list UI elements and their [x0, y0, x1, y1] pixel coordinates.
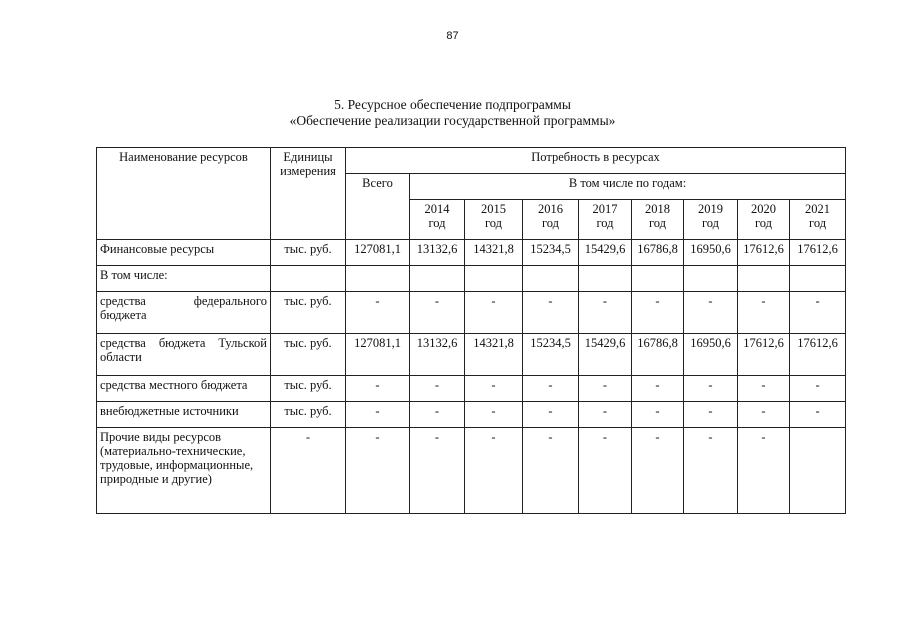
- table-row: [97, 240, 846, 266]
- row-year-value: [738, 266, 790, 292]
- row-total: 127081,1: [346, 334, 410, 376]
- row-name: В том числе:: [97, 266, 271, 292]
- header-year: 2017 год: [579, 200, 632, 240]
- header-total: Всего: [346, 174, 410, 240]
- row-unit: тыс. руб.: [271, 292, 346, 334]
- row-total: -: [346, 376, 410, 402]
- row-year-value: -: [632, 376, 684, 402]
- row-year-value: [523, 266, 579, 292]
- row-unit: тыс. руб.: [271, 334, 346, 376]
- table-row: [97, 402, 846, 428]
- row-year-value: 17612,6: [738, 240, 790, 266]
- table-row: [97, 376, 846, 402]
- row-year-value: -: [738, 402, 790, 428]
- row-name: средства федерального бюджета: [97, 292, 271, 334]
- header-unit: Единицы измерения: [271, 148, 346, 240]
- row-unit: -: [271, 428, 346, 514]
- row-year-value: 16950,6: [684, 240, 738, 266]
- row-unit: тыс. руб.: [271, 240, 346, 266]
- row-year-value: 15429,6: [579, 334, 632, 376]
- row-year-value: [410, 266, 465, 292]
- row-year-value: -: [579, 402, 632, 428]
- header-year: 2015 год: [465, 200, 523, 240]
- table-row: [97, 334, 846, 376]
- row-year-value: [465, 266, 523, 292]
- row-year-value: 16786,8: [632, 334, 684, 376]
- row-year-value: [579, 266, 632, 292]
- table-row: [97, 428, 846, 514]
- row-year-value: 17612,6: [790, 240, 846, 266]
- header-year: 2014 год: [410, 200, 465, 240]
- row-year-value: -: [684, 402, 738, 428]
- header-year: 2021 год: [790, 200, 846, 240]
- row-year-value: -: [523, 428, 579, 514]
- row-year-value: 16786,8: [632, 240, 684, 266]
- heading-line-1: 5. Ресурсное обеспечение подпрограммы: [334, 97, 571, 112]
- row-year-value: -: [632, 402, 684, 428]
- header-year: 2020 год: [738, 200, 790, 240]
- row-year-value: 17612,6: [738, 334, 790, 376]
- row-year-value: -: [684, 428, 738, 514]
- row-unit: тыс. руб.: [271, 402, 346, 428]
- row-year-value: -: [579, 376, 632, 402]
- row-year-value: -: [465, 376, 523, 402]
- heading-line-2: «Обеспечение реализации государственной программы»: [289, 113, 616, 128]
- row-year-value: -: [410, 292, 465, 334]
- row-year-value: -: [738, 428, 790, 514]
- row-unit: [271, 266, 346, 292]
- row-year-value: 17612,6: [790, 334, 846, 376]
- table-row: [97, 292, 846, 334]
- row-name: внебюджетные источники: [97, 402, 271, 428]
- row-name: Финансовые ресурсы: [97, 240, 271, 266]
- header-year: 2016 год: [523, 200, 579, 240]
- row-year-value: -: [579, 292, 632, 334]
- row-year-value: -: [790, 402, 846, 428]
- row-year-value: [790, 428, 846, 514]
- row-year-value: -: [523, 402, 579, 428]
- row-year-value: [790, 266, 846, 292]
- row-year-value: -: [579, 428, 632, 514]
- page-number: 87: [446, 30, 459, 42]
- header-year: 2019 год: [684, 200, 738, 240]
- row-year-value: -: [632, 428, 684, 514]
- row-year-value: 14321,8: [465, 334, 523, 376]
- row-year-value: -: [523, 292, 579, 334]
- row-year-value: 15234,5: [523, 240, 579, 266]
- row-year-value: -: [410, 428, 465, 514]
- row-year-value: -: [465, 428, 523, 514]
- row-year-value: 13132,6: [410, 240, 465, 266]
- row-total: [346, 266, 410, 292]
- header-row-1: [97, 148, 846, 174]
- header-need: Потребность в ресурсах: [346, 148, 846, 174]
- section-heading: [0, 97, 905, 129]
- header-year: 2018 год: [632, 200, 684, 240]
- row-total: -: [346, 292, 410, 334]
- header-by-years: В том числе по годам:: [410, 174, 846, 200]
- row-year-value: 16950,6: [684, 334, 738, 376]
- row-year-value: -: [465, 292, 523, 334]
- row-year-value: -: [410, 376, 465, 402]
- row-year-value: -: [738, 292, 790, 334]
- row-year-value: -: [790, 376, 846, 402]
- row-year-value: -: [410, 402, 465, 428]
- row-year-value: 14321,8: [465, 240, 523, 266]
- row-total: 127081,1: [346, 240, 410, 266]
- row-year-value: 15429,6: [579, 240, 632, 266]
- row-total: -: [346, 428, 410, 514]
- row-year-value: -: [684, 376, 738, 402]
- row-total: -: [346, 402, 410, 428]
- row-year-value: -: [465, 402, 523, 428]
- header-name: Наименование ресурсов: [97, 148, 271, 240]
- row-year-value: 13132,6: [410, 334, 465, 376]
- row-name: Прочие виды ресурсов (материально-технические, трудовые, информационные, природные и другие): [97, 428, 271, 514]
- row-name: средства бюджета Тульской области: [97, 334, 271, 376]
- row-year-value: [684, 266, 738, 292]
- table-row: [97, 266, 846, 292]
- row-year-value: -: [738, 376, 790, 402]
- row-year-value: [632, 266, 684, 292]
- row-year-value: -: [523, 376, 579, 402]
- row-name: средства местного бюджета: [97, 376, 271, 402]
- resource-table: [96, 147, 846, 514]
- row-year-value: -: [684, 292, 738, 334]
- row-year-value: -: [632, 292, 684, 334]
- row-year-value: 15234,5: [523, 334, 579, 376]
- row-year-value: -: [790, 292, 846, 334]
- row-unit: тыс. руб.: [271, 376, 346, 402]
